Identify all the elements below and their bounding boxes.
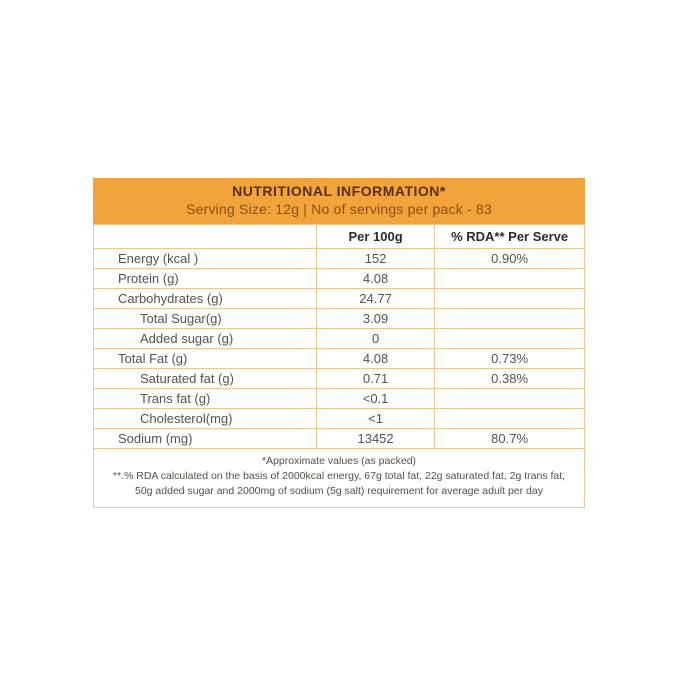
table-row bbox=[94, 389, 585, 409]
nutrient-value: 24.77 bbox=[316, 289, 434, 309]
nutrient-label: Total Fat (g) bbox=[94, 349, 317, 369]
nutrient-label: Sodium (mg) bbox=[94, 429, 317, 449]
nutrient-rda: 80.7% bbox=[435, 429, 585, 449]
column-header-row bbox=[94, 225, 585, 249]
nutrient-value: 0.71 bbox=[316, 369, 434, 389]
table-row bbox=[94, 269, 585, 289]
nutrient-label: Saturated fat (g) bbox=[94, 369, 317, 389]
nutrient-label: Energy (kcal ) bbox=[94, 249, 317, 269]
nutrient-rda bbox=[435, 289, 585, 309]
footnotes bbox=[94, 449, 585, 508]
nutrient-rda bbox=[435, 329, 585, 349]
footnote-line-3: 50g added sugar and 2000mg of sodium (5g salt) requirement for average adult per day bbox=[134, 485, 543, 498]
nutrient-rda bbox=[435, 389, 585, 409]
nutrient-rda: 0.73% bbox=[435, 349, 585, 369]
footnote-line-2: **.% RDA calculated on the basis of 2000kcal energy, 67g total fat, 22g saturated fat, 2g trans fat, bbox=[112, 470, 566, 483]
table-row bbox=[94, 329, 585, 349]
table-row bbox=[94, 349, 585, 369]
footnote-row bbox=[94, 449, 585, 508]
label-title: NUTRITIONAL INFORMATION* bbox=[232, 183, 446, 199]
nutrient-label: Added sugar (g) bbox=[94, 329, 317, 349]
column-header-rda: % RDA** Per Serve bbox=[435, 225, 585, 249]
table-row bbox=[94, 409, 585, 429]
nutrient-value: 13452 bbox=[316, 429, 434, 449]
nutrient-value: 4.08 bbox=[316, 269, 434, 289]
nutrient-label: Total Sugar(g) bbox=[94, 309, 317, 329]
nutrient-rda: 0.90% bbox=[435, 249, 585, 269]
column-header-per100g: Per 100g bbox=[316, 225, 434, 249]
nutrient-rda bbox=[435, 409, 585, 429]
table-row bbox=[94, 289, 585, 309]
nutrient-value: 152 bbox=[316, 249, 434, 269]
nutrient-rda bbox=[435, 309, 585, 329]
header-band bbox=[93, 178, 585, 224]
column-header-empty bbox=[94, 225, 317, 249]
serving-info: Serving Size: 12g | No of servings per pack - 83 bbox=[186, 201, 492, 217]
nutrient-value: 0 bbox=[316, 329, 434, 349]
nutrition-table bbox=[93, 224, 585, 508]
nutrient-label: Trans fat (g) bbox=[94, 389, 317, 409]
nutrient-value: <0.1 bbox=[316, 389, 434, 409]
nutrient-value: 3.09 bbox=[316, 309, 434, 329]
nutrient-label: Cholesterol(mg) bbox=[94, 409, 317, 429]
nutrient-rda: 0.38% bbox=[435, 369, 585, 389]
nutrient-label: Protein (g) bbox=[94, 269, 317, 289]
table-row bbox=[94, 309, 585, 329]
nutrient-rda bbox=[435, 269, 585, 289]
table-row bbox=[94, 369, 585, 389]
nutrient-label: Carbohydrates (g) bbox=[94, 289, 317, 309]
footnote-line-1: *Approximate values (as packed) bbox=[261, 455, 417, 467]
nutrient-value: <1 bbox=[316, 409, 434, 429]
nutrient-value: 4.08 bbox=[316, 349, 434, 369]
table-row bbox=[94, 249, 585, 269]
table-row bbox=[94, 429, 585, 449]
nutrition-label bbox=[93, 178, 585, 508]
